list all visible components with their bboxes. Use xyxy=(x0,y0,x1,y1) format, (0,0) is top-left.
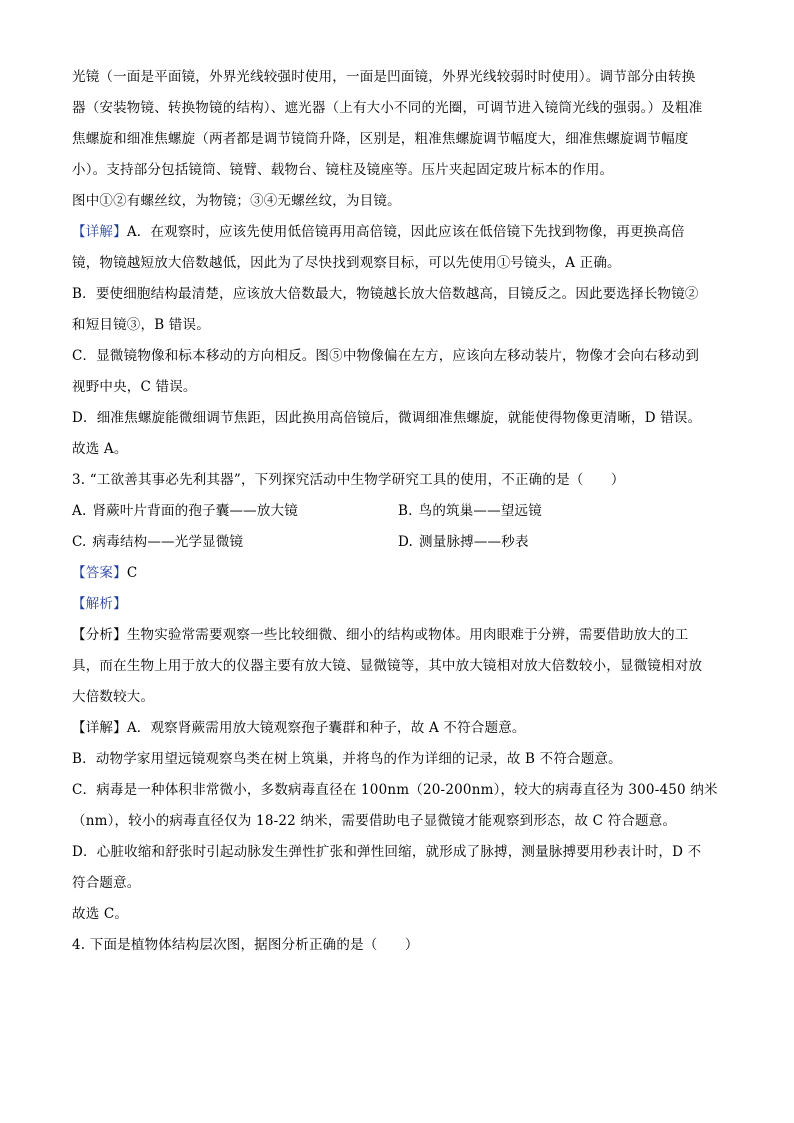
analysis-heading xyxy=(72,589,724,620)
text-line: D．细准焦螺旋能微细调节焦距，因此换用高倍镜后，微调细准焦螺旋，就能使得物像更清晰，D 错误。 xyxy=(72,410,702,426)
analysis-sub-tag: 【分析】 xyxy=(72,627,127,643)
text-line: C．显微镜物像和标本移动的方向相反。图⑤中物像偏在左方，应该向左移动装片，物像才会向右移动到 xyxy=(72,348,700,364)
analysis-line xyxy=(72,620,724,651)
question-3-options-row-1 xyxy=(72,496,724,527)
text-line: 焦螺旋和细准焦螺旋（两者都是调节镜筒升降，区别是，粗准焦螺旋调节幅度大，细准焦螺旋调节幅度 xyxy=(72,131,689,147)
answer-tag: 【答案】 xyxy=(72,565,127,581)
answer-value: C xyxy=(126,565,138,581)
text-line: 小）。支持部分包括镜筒、镜臂、载物台、镜柱及镜座等。压片夹起固定玻片标本的作用。 xyxy=(72,162,614,178)
detail-line xyxy=(72,713,724,744)
option-c xyxy=(72,527,398,558)
question-3-stem: 3. “工欲善其事必先利其器”，下列探究活动中生物学研究工具的使用，不正确的是（ ） xyxy=(72,472,625,488)
option-text: 肾蕨叶片背面的孢子囊——放大镜 xyxy=(92,503,298,519)
text-line: 具，而在生物上用于放大的仪器主要有放大镜、显微镜等，其中放大镜相对放大倍数较小，显微镜相对放 xyxy=(72,658,703,674)
option-d xyxy=(398,527,724,558)
text-line: 视野中央，C 错误。 xyxy=(72,379,197,395)
text-line: （nm），较小的病毒直径仅为 18-22 纳米，需要借助电子显微镜才能观察到形态，故 C 符合题意。 xyxy=(72,813,677,829)
analysis-tag: 【解析】 xyxy=(72,596,127,612)
text-line: 故选 C。 xyxy=(72,906,129,922)
question-4-stem: 4. 下面是植物体结构层次图，据图分析正确的是（ ） xyxy=(72,937,419,953)
detail-tag: 【详解】 xyxy=(72,720,127,736)
option-label: C. xyxy=(72,534,87,550)
analysis-text: 生物实验常需要观察一些比较细微、细小的结构或物体。用肉眼难于分辨，需要借助放大的工 xyxy=(126,627,689,643)
option-b xyxy=(398,496,724,527)
detail-tag: 【详解】 xyxy=(72,224,127,240)
option-label: B. xyxy=(398,503,413,519)
text-line: 镜，物镜越短放大倍数越低，因此为了尽快找到观察目标，可以先使用①号镜头，A 正确。 xyxy=(72,255,621,271)
text-line: 图中①②有螺丝纹，为物镜；③④无螺丝纹，为目镜。 xyxy=(72,193,401,209)
detail-text: A．观察肾蕨需用放大镜观察孢子囊群和种子，故 A 不符合题意。 xyxy=(126,720,526,736)
detail-text: A．在观察时，应该先使用低倍镜再用高倍镜，因此应该在低倍镜下先找到物像，再更换高倍 xyxy=(126,224,685,240)
option-text: 测量脉搏——秒表 xyxy=(419,534,529,550)
text-line: C．病毒是一种体积非常微小，多数病毒直径在 100nm（20-200nm），较大的病毒直径为 300-450 纳米 xyxy=(72,782,718,798)
text-line: 光镜（一面是平面镜，外界光线较强时使用，一面是凹面镜，外界光线较弱时时使用）。调节部分由转换 xyxy=(72,69,696,85)
option-a xyxy=(72,496,398,527)
option-text: 鸟的筑巢——望远镜 xyxy=(418,503,542,519)
text-line: 符合题意。 xyxy=(72,875,141,891)
answer-line xyxy=(72,558,724,589)
question-3-options-row-2 xyxy=(72,527,724,558)
text-line: D．心脏收缩和舒张时引起动脉发生弹性扩张和弹性回缩，就形成了脉搏，测量脉搏要用秒表计时，D 不 xyxy=(72,844,702,860)
text-line: B．动物学家用望远镜观察鸟类在树上筑巢，并将鸟的作为详细的记录，故 B 不符合题意。 xyxy=(72,751,622,767)
text-line: 故选 A。 xyxy=(72,441,128,457)
text-line: 和短目镜③，B 错误。 xyxy=(72,317,210,333)
option-label: D. xyxy=(398,534,414,550)
text-line: 器（安装物镜、转换物镜的结构）、遮光器（上有大小不同的光圈，可调节进入镜筒光线的强弱。）及粗准 xyxy=(72,100,703,116)
text-line: 大倍数较大。 xyxy=(72,689,155,705)
option-text: 病毒结构——光学显微镜 xyxy=(92,534,244,550)
document-content xyxy=(72,62,724,961)
text-line: B．要使细胞结构最清楚，应该放大倍数最大，物镜越长放大倍数越高，目镜反之。因此要选择长物镜② xyxy=(72,286,699,302)
detail-line xyxy=(72,217,724,248)
option-label: A. xyxy=(72,503,87,519)
